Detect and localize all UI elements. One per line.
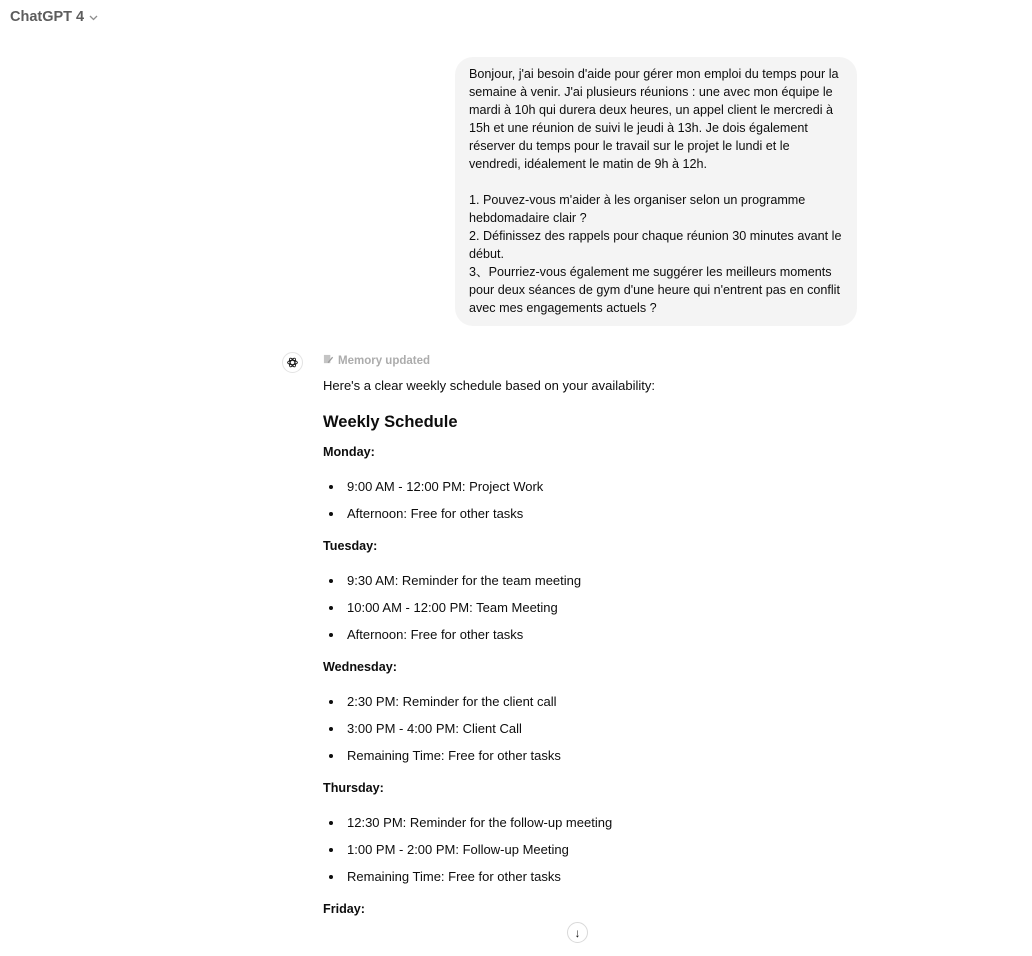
- tuesday-task-list: [323, 572, 843, 644]
- user-message-point-3: 3、Pourriez-vous également me suggérer les meilleurs moments pour deux séances de gym d'une heure qui n'entrent pas en conflit avec mes engagements actuels ?: [469, 265, 840, 315]
- thursday-task-list: [323, 814, 843, 886]
- day-heading-friday: Friday:: [323, 902, 365, 916]
- monday-task-list: [323, 478, 843, 523]
- list-item: 12:30 PM: Reminder for the follow-up meeting: [323, 814, 843, 832]
- list-item: 1:00 PM - 2:00 PM: Follow-up Meeting: [323, 841, 843, 859]
- list-item: Remaining Time: Free for other tasks: [323, 747, 843, 765]
- list-item: 9:00 AM - 12:00 PM: Project Work: [323, 478, 843, 496]
- day-heading-thursday: Thursday:: [323, 781, 384, 795]
- openai-logo-icon: [282, 352, 303, 373]
- scroll-to-bottom-button[interactable]: [567, 922, 588, 943]
- list-item: Afternoon: Free for other tasks: [323, 505, 843, 523]
- chevron-down-icon: [89, 13, 98, 23]
- list-item: 3:00 PM - 4:00 PM: Client Call: [323, 720, 843, 738]
- user-message-point-1: 1. Pouvez-vous m'aider à les organiser selon un programme hebdomadaire clair ?: [469, 193, 806, 225]
- assistant-intro: Here's a clear weekly schedule based on your availability:: [323, 378, 655, 393]
- user-message-bubble: [455, 57, 857, 326]
- day-heading-tuesday: Tuesday:: [323, 539, 378, 553]
- user-message-point-2: 2. Définissez des rappels pour chaque réunion 30 minutes avant le début.: [469, 229, 842, 261]
- memory-pencil-icon: [323, 354, 334, 368]
- list-item: Remaining Time: Free for other tasks: [323, 868, 843, 886]
- list-item: Afternoon: Free for other tasks: [323, 626, 843, 644]
- wednesday-task-list: [323, 693, 843, 765]
- list-item: 9:30 AM: Reminder for the team meeting: [323, 572, 843, 590]
- assistant-message: [323, 352, 843, 917]
- list-item: 2:30 PM: Reminder for the client call: [323, 693, 843, 711]
- model-selector[interactable]: [10, 9, 98, 25]
- memory-updated-indicator[interactable]: [323, 352, 843, 370]
- schedule-heading: Weekly Schedule: [323, 413, 458, 431]
- day-heading-wednesday: Wednesday:: [323, 660, 397, 674]
- list-item: 10:00 AM - 12:00 PM: Team Meeting: [323, 599, 843, 617]
- user-message-paragraph: Bonjour, j'ai besoin d'aide pour gérer mon emploi du temps pour la semaine à venir. J'ai plusieurs réunions : une avec mon équipe le mardi à 10h qui durera deux heures, un appel client le mercredi à 15h et une réunion de suivi le jeudi à 13h. Je dois également réserver du temps pour le travail sur le projet le lundi et le vendredi, idéalement le matin de 9h à 12h.: [469, 67, 839, 171]
- memory-updated-label: Memory updated: [338, 355, 431, 367]
- arrow-down-icon: ↓: [574, 925, 581, 940]
- model-name: ChatGPT 4: [10, 9, 85, 25]
- day-heading-monday: Monday:: [323, 445, 375, 459]
